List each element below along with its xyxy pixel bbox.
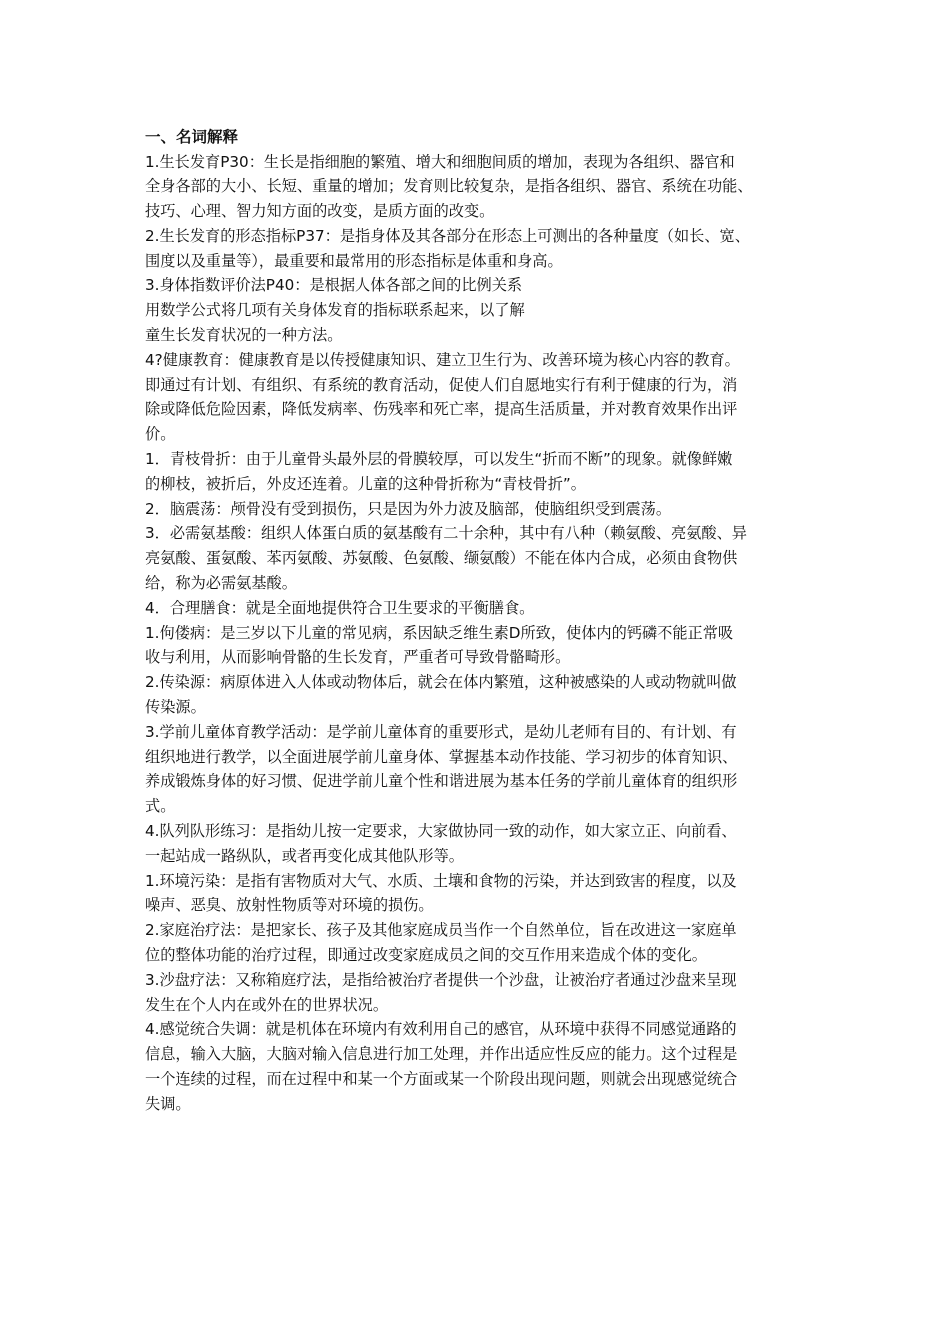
text-lines	[145, 150, 815, 1117]
text-line: 童生长发育状况的一种方法。	[145, 326, 343, 345]
text-line: 给，称为必需氨基酸。	[145, 574, 297, 593]
text-line: 亮氨酸、蛋氨酸、苯丙氨酸、苏氨酸、色氨酸、缬氨酸）不能在体内合成，必须由食物供	[145, 549, 738, 568]
text-line: 3.身体指数评价法P40：是根据人体各部之间的比例关系	[145, 276, 523, 295]
text-line: 围度以及重量等），最重要和最常用的形态指标是体重和身高。	[145, 251, 563, 270]
text-line: 2.家庭治疗法：是把家长、孩子及其他家庭成员当作一个自然单位，旨在改进这一家庭单	[145, 921, 737, 940]
document-body	[145, 125, 815, 1117]
text-line: 一个连续的过程，而在过程中和某一个方面或某一个阶段出现问题，则就会出现感觉统合	[145, 1069, 738, 1088]
text-line: 传染源。	[145, 698, 206, 717]
text-line: 1.佝偻病：是三岁以下儿童的常见病，系因缺乏维生素D所致，使体内的钙磷不能正常吸	[145, 623, 734, 642]
text-line: 养成锻炼身体的好习惯、促进学前儿童个性和谐进展为基本任务的学前儿童体育的组织形	[145, 772, 738, 791]
text-line: 2.生长发育的形态指标P37：是指身体及其各部分在形态上可测出的各种量度（如长、宽、	[145, 226, 750, 245]
text-line: 除或降低危险因素，降低发病率、伤残率和死亡率，提高生活质量，并对教育效果作出评	[145, 400, 738, 419]
text-line: 发生在个人内在或外在的世界状况。	[145, 995, 388, 1014]
text-line: 信息，输入大脑，大脑对输入信息进行加工处理，并作出适应性反应的能力。这个过程是	[145, 1045, 738, 1064]
text-line: 1.生长发育P30：生长是指细胞的繁殖、增大和细胞间质的增加，表现为各组织、器官和	[145, 152, 735, 171]
text-line: 全身各部的大小、长短、重量的增加；发育则比较复杂，是指各组织、器官、系统在功能、	[145, 177, 753, 196]
text-line: 4.队列队形练习：是指幼儿按一定要求，大家做协同一致的动作，如大家立正、向前看、	[145, 822, 737, 841]
text-line: 1.环境污染：是指有害物质对大气、水质、土壤和食物的污染，并达到致害的程度，以及	[145, 871, 737, 890]
text-line: 2．脑震荡：颅骨没有受到损伤，只是因为外力波及脑部，使脑组织受到震荡。	[145, 499, 672, 518]
text-line: 4．合理膳食：就是全面地提供符合卫生要求的平衡膳食。	[145, 598, 535, 617]
text-line: 价。	[145, 425, 176, 444]
text-line: 的柳枝，被折后，外皮还连着。儿童的这种骨折称为“青枝骨折”。	[145, 474, 586, 493]
section-heading: 一、名词解释	[145, 128, 239, 146]
text-line: 技巧、心理、智力知方面的改变，是质方面的改变。	[145, 202, 495, 221]
text-line: 1．青枝骨折：由于儿童骨头最外层的骨膜较厚，可以发生“折而不断”的现象。就像鲜嫩	[145, 450, 733, 469]
text-line: 噪声、恶臭、放射性物质等对环境的损伤。	[145, 896, 434, 915]
text-line: 即通过有计划、有组织、有系统的教育活动，促使人们自愿地实行有利于健康的行为，消	[145, 375, 738, 394]
text-line: 3.沙盘疗法：又称箱庭疗法，是指给被治疗者提供一个沙盘，让被治疗者通过沙盘来呈现	[145, 970, 737, 989]
text-line: 失调。	[145, 1094, 191, 1113]
text-line: 用数学公式将几项有关身体发育的指标联系起来，以了解	[145, 301, 525, 320]
text-line: 3.学前儿童体育教学活动：是学前儿童体育的重要形式，是幼儿老师有目的、有计划、有	[145, 722, 737, 741]
text-line: 位的整体功能的治疗过程，即通过改变家庭成员之间的交互作用来造成个体的变化。	[145, 946, 707, 964]
text-line: 4?健康教育：健康教育是以传授健康知识、建立卫生行为、改善环境为核心内容的教育。	[145, 350, 740, 369]
text-line: 式。	[145, 797, 176, 816]
text-line: 一起站成一路纵队，或者再变化成其他队形等。	[145, 846, 464, 865]
text-line: 3．必需氨基酸：组织人体蛋白质的氨基酸有二十余种，其中有八种（赖氨酸、亮氨酸、异	[145, 524, 747, 543]
text-line: 收与利用，从而影响骨骼的生长发育，严重者可导致骨骼畸形。	[145, 648, 571, 667]
text-line: 2.传染源：病原体进入人体或动物体后，就会在体内繁殖，这种被感染的人或动物就叫做	[145, 673, 737, 692]
text-line: 组织地进行教学，以全面进展学前儿童身体、掌握基本动作技能、学习初步的体育知识、	[145, 747, 738, 766]
text-line: 4.感觉统合失调：就是机体在环境内有效利用自己的感官，从环境中获得不同感觉通路的	[145, 1020, 737, 1039]
